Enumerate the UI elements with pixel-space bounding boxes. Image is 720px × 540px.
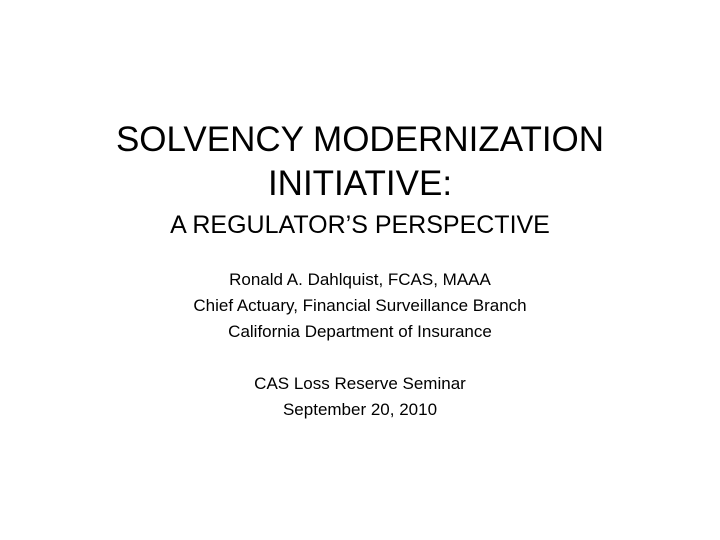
presenter-name: Ronald A. Dahlquist, FCAS, MAAA xyxy=(229,270,491,289)
title-line-2: INITIATIVE: xyxy=(267,164,453,203)
presenter-organization: California Department of Insurance xyxy=(228,322,492,341)
event-date: September 20, 2010 xyxy=(282,400,438,419)
subtitle: A REGULATOR’S PERSPECTIVE xyxy=(170,211,550,239)
title-block xyxy=(40,118,680,242)
event-name: CAS Loss Reserve Seminar xyxy=(254,374,466,393)
spacer xyxy=(40,345,680,371)
presenter-info xyxy=(40,267,680,423)
title-line-1: SOLVENCY MODERNIZATION xyxy=(115,120,605,159)
presenter-role: Chief Actuary, Financial Surveillance Branch xyxy=(193,296,527,315)
